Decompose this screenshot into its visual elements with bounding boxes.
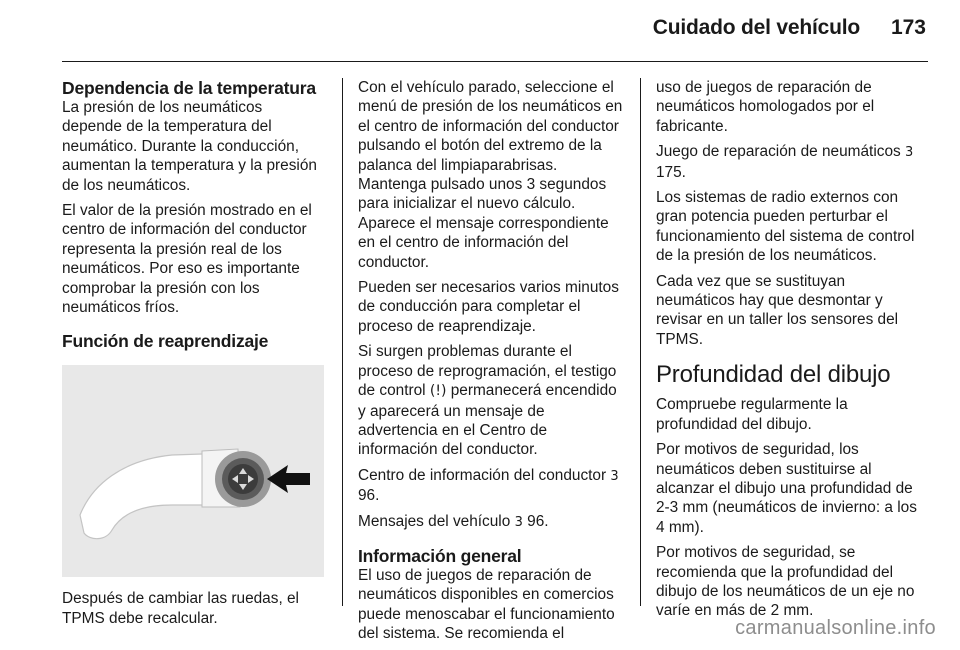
wiper-lever-figure xyxy=(62,365,324,577)
heading-temperature: Dependencia de la temperatura xyxy=(62,78,316,98)
column-2 xyxy=(358,78,626,650)
paragraph-relearn-duration: Pueden ser necesarios varios minutos de conducción para completar el proceso de reaprendizaje. xyxy=(358,279,619,335)
text-segment: Si surgen problemas durante el proceso de reprogramación, el testigo de control xyxy=(358,343,617,400)
page-reference-arrow-icon: 3 xyxy=(610,468,619,484)
cross-reference-vehicle-messages xyxy=(358,512,626,532)
reference-text: Mensajes del vehículo xyxy=(358,512,511,530)
heading-tread-depth: Profundidad del dibujo xyxy=(656,361,891,389)
page-reference-arrow-icon: 3 xyxy=(904,145,914,161)
paragraph-sensor-check: Cada vez que se sustituyan neumáticos hay que desmontar y revisar en un taller los sensores del TPMS. xyxy=(656,272,899,348)
page-number: 173 xyxy=(890,16,926,39)
column-3 xyxy=(656,78,928,627)
text-segment: permanecerá encendido y aparecerá un mensaje de advertencia en el Centro de información del conductor. xyxy=(358,382,617,459)
paragraph-radio-interference: Los sistemas de radio externos con gran potencia pueden perturbar el funcionamiento del sistema de control de la presión de los neumáticos. xyxy=(656,189,915,265)
paragraph-tread-minimum: Por motivos de seguridad, los neumáticos deben sustituirse al alcanzar el dibujo una profundidad de 2-3 mm (neumáticos de invierno: a los 4 mm). xyxy=(656,441,917,536)
paragraph-temperature-2: El valor de la presión mostrado en el centro de información del conductor representa la presión real de los neumáticos. Por eso es importante comprobar la presión con los neumáticos fríos. xyxy=(62,202,312,317)
reference-text: Juego de reparación de neumáticos xyxy=(656,143,901,161)
reference-page[interactable]: 175. xyxy=(656,163,686,181)
paragraph-repair-kits-continued: uso de juegos de reparación de neumáticos homologados por el fabricante. xyxy=(656,79,875,135)
column-divider-1 xyxy=(342,78,343,606)
heading-relearn: Función de reaprendizaje xyxy=(62,331,269,352)
page-reference-arrow-icon: 3 xyxy=(514,514,523,530)
paragraph-repair-kits: El uso de juegos de reparación de neumáticos disponibles en comercios puede menoscabar el funcionamiento del sistema. Se recomienda el xyxy=(358,566,615,643)
column-1 xyxy=(62,78,326,634)
paragraph-relearn-procedure: Con el vehículo parado, seleccione el menú de presión de los neumáticos en el centro de información del conductor pulsando el botón del extremo de la palanca del limpiaparabrisas. Mantenga pulsado unos 3 segundos para inicializar el nuevo cálculo. Aparece el mensaje correspondiente en el centro de información del conductor. xyxy=(358,79,623,271)
paragraph-tread-check: Compruebe regularmente la profundidad del dibujo. xyxy=(656,396,848,433)
reference-text: Centro de información del conductor xyxy=(358,466,607,484)
tpms-warning-icon: (!) xyxy=(429,383,447,400)
column-divider-2 xyxy=(640,78,641,606)
section-title: Cuidado del vehículo xyxy=(652,16,860,39)
header-rule xyxy=(62,61,928,62)
paragraph-tread-axle: Por motivos de seguridad, se recomienda que la profundidad del dibujo de los neumáticos de un eje no varíe en más de 2 mm. xyxy=(656,544,915,620)
cross-reference-driver-info xyxy=(358,466,626,506)
watermark: carmanualsonline.info xyxy=(735,617,936,639)
heading-general-info: Información general xyxy=(358,545,522,566)
paragraph-relearn-problems xyxy=(358,342,626,459)
reference-page[interactable]: 96. xyxy=(358,487,380,505)
paragraph-temperature-1: La presión de los neumáticos depende de la temperatura del neumático. Durante la conducción, aumentan la temperatura y la presión de los neumáticos. xyxy=(62,99,317,194)
reference-page[interactable]: 96. xyxy=(527,512,549,530)
cross-reference-repair-kit xyxy=(656,142,928,182)
paragraph-relearn-intro: Después de cambiar las ruedas, el TPMS debe recalcular. xyxy=(62,590,299,627)
